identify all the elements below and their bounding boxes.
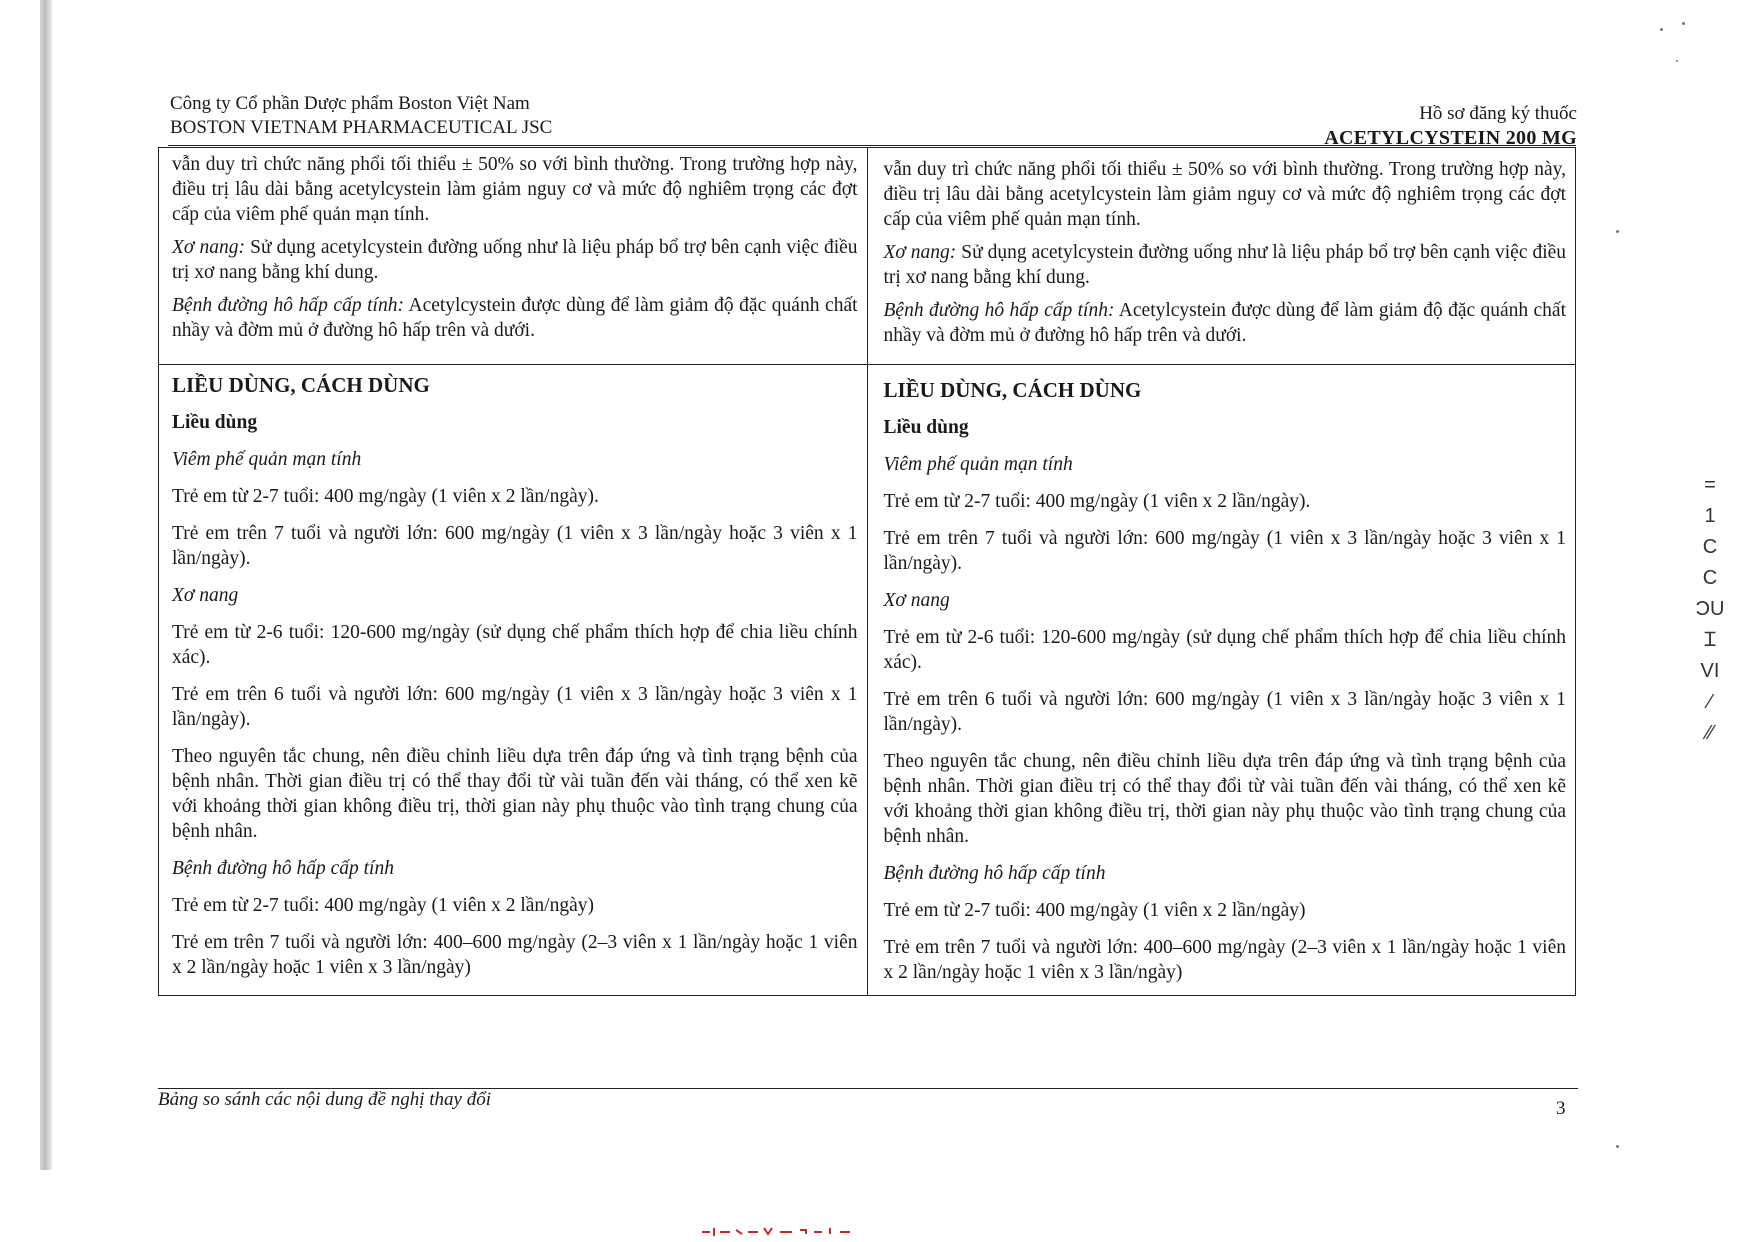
stamp-mark: VI (1700, 660, 1720, 682)
acute-respiratory-text: Acetylcystein được dùng để làm giảm độ đặc quánh chất nhầy và đờm mủ ở đường hô hấp trên và dưới. (172, 295, 858, 341)
table-row (159, 148, 1576, 365)
red-stamp-fragment (700, 1222, 920, 1238)
dosage-subheading: Liều dùng (883, 417, 969, 438)
page-number: 3 (1556, 1098, 1566, 1119)
cf-adult-dose: Trẻ em trên 6 tuổi và người lớn: 600 mg/ngày (1 viên x 3 lần/ngày hoặc 3 viên x 1 lần/ngày). (172, 684, 858, 730)
cystic-fibrosis-indication (172, 235, 858, 285)
stamp-mark: Ɪ (1704, 629, 1716, 651)
stamp-mark: C (1702, 567, 1718, 589)
acute-respiratory-label: Bệnh đường hô hấp cấp tính: (883, 300, 1115, 321)
general-guidance: Theo nguyên tắc chung, nên điều chỉnh liều dựa trên đáp ứng và tình trạng bệnh của bệnh nhân. Thời gian điều trị có thể thay đổi từ vài tuần đến vài tháng, có thể xen kẽ với khoảng thời gian không điều trị, thời gian này phụ thuộc vào tình trạng chung của bệnh nhân. (172, 746, 858, 842)
scan-speck (1660, 28, 1663, 31)
cf-child-dose: Trẻ em từ 2-6 tuổi: 120-600 mg/ngày (sử dụng chế phẩm thích hợp để chia liều chính xác). (883, 627, 1566, 673)
stamp-mark: ⁄ (1708, 691, 1712, 713)
right-cell-dosage (867, 365, 1576, 996)
acute-respiratory-label: Bệnh đường hô hấp cấp tính (172, 858, 394, 879)
left-cell-indications (159, 148, 868, 365)
chronic-adult-dose: Trẻ em trên 7 tuổi và người lớn: 600 mg/ngày (1 viên x 3 lần/ngày hoặc 3 viên x 1 lần/ngày). (883, 528, 1566, 574)
acute-child-dose: Trẻ em từ 2-7 tuổi: 400 mg/ngày (1 viên x 2 lần/ngày) (883, 900, 1306, 921)
document-header (1324, 102, 1577, 150)
general-guidance: Theo nguyên tắc chung, nên điều chỉnh liều dựa trên đáp ứng và tình trạng bệnh của bệnh nhân. Thời gian điều trị có thể thay đổi từ vài tuần đến vài tháng, có thể xen kẽ với khoảng thời gian không điều trị, thời gian này phụ thuộc vào tình trạng chung của bệnh nhân. (883, 751, 1566, 847)
acute-child-dose: Trẻ em từ 2-7 tuổi: 400 mg/ngày (1 viên x 2 lần/ngày) (172, 895, 595, 916)
cystic-fibrosis-label: Xơ nang (883, 590, 950, 611)
margin-stamp-fragment (1690, 470, 1730, 749)
stamp-mark: ƆU (1695, 598, 1725, 620)
scan-speck (1682, 22, 1685, 25)
cystic-fibrosis-text: Sử dụng acetylcystein đường uống như là liệu pháp bổ trợ bên cạnh việc điều trị xơ nang bằng khí dung. (883, 242, 1567, 288)
cystic-fibrosis-label: Xơ nang (172, 585, 239, 606)
chronic-bronchitis-label: Viêm phế quản mạn tính (883, 454, 1073, 475)
company-name-vn: Công ty Cổ phần Dược phẩm Boston Việt Nam (170, 93, 530, 114)
header-divider (168, 145, 1576, 146)
acute-respiratory-label: Bệnh đường hô hấp cấp tính: (172, 295, 404, 316)
cystic-fibrosis-indication (884, 240, 1567, 290)
right-cell-indications (867, 148, 1576, 365)
footer-title: Bảng so sánh các nội dung đề nghị thay đổi (158, 1089, 491, 1110)
cystic-fibrosis-text: Sử dụng acetylcystein đường uống như là liệu pháp bổ trợ bên cạnh việc điều trị xơ nang bằng khí dung. (172, 237, 858, 283)
chronic-bronchitis-label: Viêm phế quản mạn tính (172, 449, 362, 470)
indication-paragraph: vẫn duy trì chức năng phổi tối thiểu ± 50% so với bình thường. Trong trường hợp này, điều trị lâu dài bằng acetylcystein làm giảm nguy cơ và mức độ nghiêm trọng các đợt cấp của viêm phế quản mạn tính. (172, 154, 858, 225)
dosage-subheading: Liều dùng (172, 412, 258, 433)
stamp-mark: ⁄⁄ (1706, 722, 1714, 744)
cf-child-dose: Trẻ em từ 2-6 tuổi: 120-600 mg/ngày (sử dụng chế phẩm thích hợp để chia liều chính xác). (172, 622, 858, 668)
acute-adult-dose: Trẻ em trên 7 tuổi và người lớn: 400–600 mg/ngày (2–3 viên x 1 lần/ngày hoặc 1 viên x 2 lần/ngày hoặc 1 viên x 3 lần/ngày) (883, 937, 1566, 983)
acute-respiratory-label: Bệnh đường hô hấp cấp tính (883, 863, 1106, 884)
scan-speck (1616, 1145, 1619, 1148)
left-cell-dosage (159, 365, 868, 996)
acute-respiratory-text: Acetylcystein được dùng để làm giảm độ đặc quánh chất nhầy và đờm mủ ở đường hô hấp trên và dưới. (883, 300, 1567, 346)
document-type: Hồ sơ đăng ký thuốc (1419, 103, 1577, 124)
comparison-table (158, 147, 1576, 996)
acute-adult-dose: Trẻ em trên 7 tuổi và người lớn: 400–600 mg/ngày (2–3 viên x 1 lần/ngày hoặc 1 viên x 2 lần/ngày hoặc 1 viên x 3 lần/ngày) (172, 932, 858, 978)
stamp-mark: C (1702, 536, 1718, 558)
stamp-mark: 1 (1704, 505, 1716, 527)
indication-paragraph: vẫn duy trì chức năng phổi tối thiểu ± 50% so với bình thường. Trong trường hợp này, điều trị lâu dài bằng acetylcystein làm giảm nguy cơ và mức độ nghiêm trọng các đợt cấp của viêm phế quản mạn tính. (883, 159, 1566, 230)
chronic-child-dose: Trẻ em từ 2-7 tuổi: 400 mg/ngày (1 viên x 2 lần/ngày). (883, 491, 1311, 512)
section-heading: LIỀU DÙNG, CÁCH DÙNG (172, 373, 430, 397)
chronic-adult-dose: Trẻ em trên 7 tuổi và người lớn: 600 mg/ngày (1 viên x 3 lần/ngày hoặc 3 viên x 1 lần/ngày). (172, 523, 858, 569)
cf-adult-dose: Trẻ em trên 6 tuổi và người lớn: 600 mg/ngày (1 viên x 3 lần/ngày hoặc 3 viên x 1 lần/ngày). (883, 689, 1566, 735)
company-name-en: BOSTON VIETNAM PHARMACEUTICAL JSC (170, 117, 553, 138)
cystic-fibrosis-label: Xơ nang: (883, 242, 957, 263)
chronic-child-dose: Trẻ em từ 2-7 tuổi: 400 mg/ngày (1 viên x 2 lần/ngày). (172, 486, 599, 507)
acute-respiratory-indication (884, 298, 1567, 348)
cystic-fibrosis-label: Xơ nang: (172, 237, 245, 258)
scan-edge (40, 0, 52, 1170)
product-name: ACETYLCYSTEIN 200 MG (1324, 127, 1577, 149)
stamp-mark: = (1704, 474, 1716, 496)
table-row (159, 365, 1576, 996)
scan-speck (1616, 230, 1619, 233)
acute-respiratory-indication (172, 293, 858, 343)
section-heading: LIỀU DÙNG, CÁCH DÙNG (883, 378, 1142, 402)
scan-speck (1676, 60, 1678, 62)
company-header (170, 92, 552, 140)
